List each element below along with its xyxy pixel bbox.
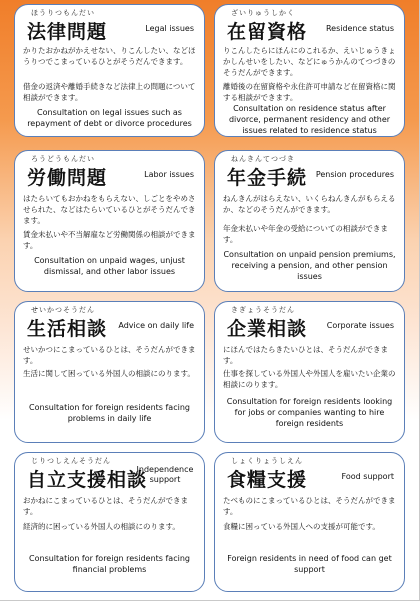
card-title: 企業相談 (227, 318, 308, 340)
card-text-japanese: 借金の返済や離婚手続きなど法律上の問題について相談ができます。 (23, 82, 196, 102)
card-title-english: Advice on daily life (118, 321, 194, 330)
card-daily-life (14, 301, 205, 443)
card-title-reading: しょくりょうしえん (231, 457, 303, 465)
card-text-japanese: 離婚後の在留資格や永住許可申請など在留資格に関する相談ができます。 (223, 82, 396, 102)
card-title-english: Corporate issues (326, 321, 394, 330)
card-title-reading: きぎょうそうだん (231, 306, 295, 314)
card-text-japanese: 仕事を探している外国人や外国人を雇いたい企業の相談にのります。 (223, 369, 396, 389)
card-text-english: Consultation for foreign residents facing financial problems (29, 554, 190, 574)
card-text-japanese: 食糧に困っている外国人への支援が可能です。 (223, 522, 380, 531)
card-text-hiragana: りこんしたらにほんにのこれるか、えいじゅうきょかしんせいをしたい、などにゅうかんのてつづきのそうだんができます。 (223, 46, 396, 77)
card-text-english: Foreign residents in need of food can get support (227, 554, 392, 574)
card-text-japanese: 経済的に困っている外国人の相談にのります。 (23, 522, 180, 531)
card-legal-issues (14, 4, 205, 137)
card-text-hiragana: かりたおかねがかえせない、りこんしたい、などほうりつでこまっているひとがそうだんできます。 (23, 46, 196, 66)
card-title: 食糧支援 (227, 469, 308, 491)
card-title-english: Food support (341, 472, 394, 481)
card-text-english: Consultation for foreign residents looking for jobs or companies wanting to hire foreign residents (226, 397, 393, 428)
card-title-reading: ざいりゅうしかく (231, 9, 295, 17)
card-text-hiragana: はたらいてもおかねをもらえない、しごとをやめさせられた、などはたらいているひとがそうだんできます。 (23, 194, 196, 225)
card-title: 生活相談 (27, 318, 108, 340)
card-title-reading: ねんきんてつづき (231, 155, 295, 163)
card-title: 法律問題 (27, 21, 108, 43)
card-text-hiragana: ねんきんがはらえない、いくらねんきんがもらえるか、などのそうだんができます。 (223, 194, 396, 214)
card-title-english: Residence status (325, 24, 394, 33)
card-labor-issues (14, 150, 205, 292)
card-text-english: Consultation on unpaid pension premiums, receiving a pension, and other pension issues (223, 250, 396, 281)
card-text-japanese: 年金未払いや年金の受給についての相談ができます。 (223, 224, 388, 244)
card-title-english: Legal issues (145, 24, 194, 33)
card-residence-status (214, 4, 405, 137)
card-title: 労働問題 (27, 167, 108, 189)
card-title-reading: ろうどうもんだい (31, 155, 95, 163)
card-text-hiragana: おかねにこまっているひとは、そうだんができます。 (23, 496, 188, 516)
card-title-english: Labor issues (144, 170, 194, 179)
card-title-reading: ほうりつもんだい (31, 9, 95, 17)
card-title: 在留資格 (227, 21, 308, 43)
card-independence-support (14, 452, 205, 592)
card-title-english: Independence support (136, 465, 194, 484)
card-text-hiragana: にほんではたらきたいひとは、そうだんができます。 (223, 345, 388, 365)
card-text-english: Consultation on residence status after divorce, permanent residency and other issues related to residence status (228, 104, 391, 135)
card-title: 年金手続 (227, 167, 308, 189)
card-pension-procedures (214, 150, 405, 292)
card-text-english: Consultation on legal issues such as repayment of debt or divorce procedures (27, 108, 192, 128)
card-title-english: Pension procedures (315, 170, 394, 179)
card-title-reading: じりつしえんそうだん (31, 457, 111, 465)
card-title-reading: せいかつそうだん (31, 306, 95, 314)
card-title: 自立支援相談 (27, 469, 148, 491)
card-text-japanese: 生活に関して困っている外国人の相談にのります。 (23, 369, 195, 378)
card-food-support (214, 452, 405, 592)
card-text-english: Consultation on unpaid wages, unjust dismissal, and other labor issues (34, 256, 185, 276)
card-text-japanese: 賃金未払いや不当解雇など労働関係の相談ができます。 (23, 230, 196, 250)
card-text-hiragana: せいかつにこまっているひとは、そうだんができます。 (23, 345, 196, 365)
card-text-english: Consultation for foreign residents facing problems in daily life (29, 403, 190, 423)
card-corporate-issues (214, 301, 405, 443)
card-text-hiragana: たべものにこまっているひとは、そうだんができます。 (223, 496, 396, 516)
